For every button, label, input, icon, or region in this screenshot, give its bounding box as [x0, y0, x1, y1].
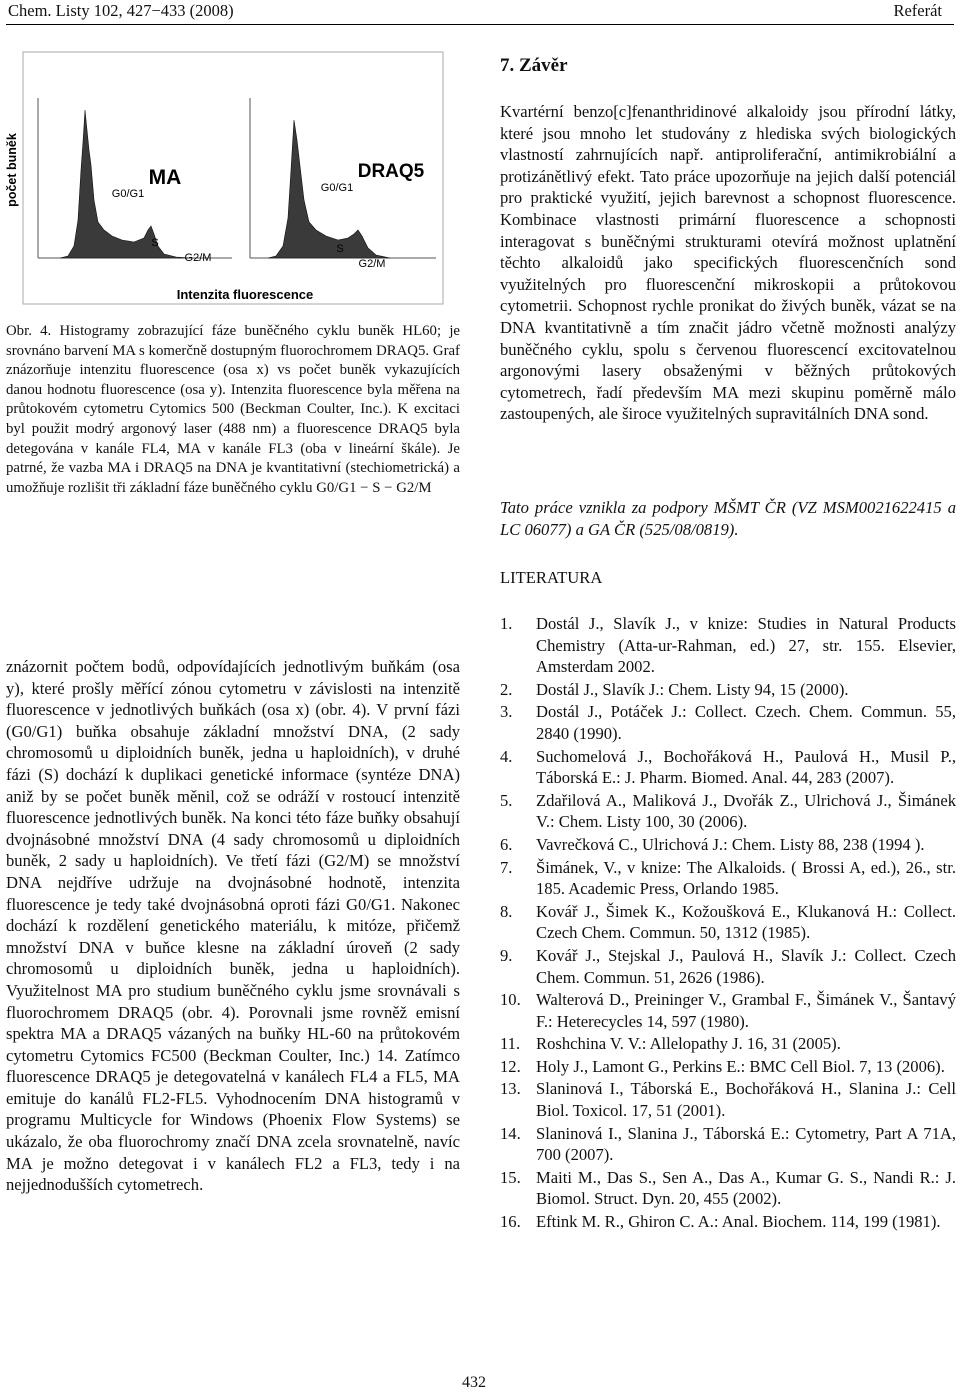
reference-number: 11. — [500, 1034, 521, 1054]
histogram-figure-svg — [0, 50, 470, 310]
body-text-left — [6, 656, 460, 1196]
reference-number: 6. — [500, 834, 513, 854]
reference-item — [500, 901, 956, 944]
reference-text: Vavrečková C., Ulrichová J.: Chem. Listy 88, 238 (1994 ). — [536, 834, 925, 854]
reference-text: Holy J., Lamont G., Perkins E.: BMC Cell Biol. 7, 13 (2006). — [536, 1056, 945, 1076]
panel-ma-label-g2m: G2/M — [184, 252, 212, 264]
reference-item — [500, 945, 956, 988]
reference-text: Maiti M., Das S., Sen A., Das A., Kumar G. S., Nandi R.: J. Biomol. Struct. Dyn. 20, 455 (2002). — [536, 1167, 956, 1209]
figure-histograms — [0, 50, 470, 310]
header-rule — [6, 24, 954, 25]
reference-item — [500, 1033, 956, 1055]
reference-list — [500, 613, 956, 1234]
reference-item — [500, 989, 956, 1032]
reference-text: Dostál J., Slavík J., v knize: Studies in Natural Products Chemistry (Atta-ur-Rahman, ed.) 27, str. 155. Elsevier, Amsterdam 2002. — [536, 614, 956, 677]
reference-number: 15. — [500, 1167, 521, 1187]
reference-item — [500, 1123, 956, 1166]
panel-draq5-title: DRAQ5 — [357, 161, 425, 182]
acknowledgement — [500, 497, 956, 540]
reference-text: Suchomelová J., Bochořáková H., Paulová H., Musil P., Táborská E.: J. Pharm. Biomed. Anal. 44, 283 (2007). — [536, 746, 956, 788]
acknowledgement-text: Tato práce vznikla za podpory MŠMT ČR (VZ MSM0021622415 a LC 06077) a GA ČR (525/08/0819). — [500, 498, 956, 539]
conclusion-paragraph: Kvartérní benzo[c]fenanthridinové alkaloidy jsou přírodní látky, které jsou mnoho let studovány z hlediska svých biologických vlastností zahrnujících např. antiproliferační, antimikrobiální a protizánětlivý efekt. Tato práce upozorňuje na jejich další potenciál pro praktické využití, jejich barevnost a schopnost fluorescence. Kombinace vlastnosti primární fluorescence a schopnosti interagovat s buněčnými strukturami otevírá možnost uplatnění těchto alkaloidů jako specifických fluorescenčních sond využitelných pro fluorescenční mikroskopii a průtokovou cytometrii. Schopnost rychle pronikat do živých buněk, vázat se na DNA kvantitativně a tím značit jádro včetně možnosti analýzy buněčného cyklu, spolu s červenou fluorescencí excitovatelnou argonovými lasery obsaženými v běžných průtokových cytometrech, řadí především MA mezi skupinu poměrně málo zastoupených, ale široce využitelných supravitálních DNA sond. — [500, 102, 956, 424]
reference-item — [500, 1056, 956, 1078]
running-header-journal: Chem. Listy 102, 427−433 (2008) — [8, 1, 234, 20]
reference-number: 5. — [500, 790, 513, 810]
reference-number: 7. — [500, 857, 513, 877]
panel-draq5-label-g2m: G2/M — [358, 258, 386, 270]
reference-text: Walterová D., Preininger V., Grambal F., Šimánek V., Šantavý F.: Heterecycles 14, 597 (1980). — [536, 990, 956, 1031]
reference-number: 2. — [500, 679, 513, 699]
histogram-panel-ma — [38, 98, 232, 264]
panel-ma-label-g0g1: G0/G1 — [111, 188, 145, 200]
reference-number: 4. — [500, 746, 513, 766]
reference-number: 1. — [500, 614, 513, 633]
reference-text: Eftink M. R., Ghiron C. A.: Anal. Biochem. 114, 199 (1981). — [536, 1212, 941, 1232]
reference-item — [500, 613, 956, 678]
panel-ma-label-s: S — [151, 237, 159, 249]
reference-text: Zdařilová A., Maliková J., Dvořák Z., Ulrichová J., Šimánek V.: Chem. Listy 100, 30 (2006). — [536, 790, 956, 832]
histogram-panel-draq5 — [250, 98, 436, 270]
reference-item — [500, 746, 956, 789]
reference-number: 12. — [500, 1056, 521, 1076]
reference-number: 16. — [500, 1212, 521, 1232]
conclusion-text — [500, 101, 956, 425]
section-heading-conclusion: 7. Závěr — [500, 55, 568, 76]
figure-caption-text: Obr. 4. Histogramy zobrazující fáze buněčného cyklu buněk HL60; je srovnáno barvení MA s komerčně dostupným fluorochromem DRAQ5. Graf znázorňuje intenzitu fluorescence (osa x) vs počet buněk vykazujících danou hodnotu fluorescence (osa y). Intenzita fluorescence byla měřena na průtokovém cytometru Cytomics 500 (Beckman Coulter, Inc.). K excitaci byl použit modrý argonový laser (488 nm) a fluorescence DRAQ5 byla detegována v kanále FL4, MA v kanále FL3 (oba v lineární škále). Je patrné, že vazba MA i DRAQ5 na DNA je kvantitativní (stechiometrická) a umožňuje rozlišit tři základní fáze buněčného cyklu G0/G1 − S − G2/M — [6, 323, 460, 496]
reference-item — [500, 857, 956, 900]
reference-number: 14. — [500, 1123, 521, 1143]
figure-xlabel: Intenzita fluorescence — [176, 287, 314, 302]
body-paragraph: znázornit počtem bodů, odpovídajících jednotlivým buňkám (osa y), které prošly měřící zónou cytometru v závislosti na intenzitě fluorescence v jednotlivých buňkách (osa x) (obr. 4). V první fázi (G0/G1) buňka obsahuje základní množství DNA, (2 sady chromosomů u diploidních buněk, jedna u haploidních), v druhé fázi (S) dochází k duplikaci genetické informace (syntéze DNA) aniž by se počet buněk měnil, což se odráží v rostoucí intenzitě fluorescence jednotlivých buněk. Na konci této fáze buňky obsahují dvojnásobné množství DNA (4 sady chromosomů u diploidních buněk, 2 sady u haploidních). Ve třetí fázi (G2/M) se množství DNA nejdříve udržuje na dvojnásobné hodnotě, intenzita fluorescence je tedy také dvojnásobná oproti fázi G0/G1. Nakonec dochází k rozdělení genetického materiálu, k mitóze, přičemž množství DNA v buňce klesne na základní úroveň (2 sady chromosomů u diploidních buněk, jedna u haploidních). Využitelnost MA pro studium buněčného cyklu jsme srovnávali s fluorochromem DRAQ5 (obr. 4). Porovnali jsme rovněž emisní spektra MA a DRAQ5 vázaných na buňky HL-60 na průtokovém cytometru Cytomics FC500 (Beckman Coulter, Inc.) 14. Zatímco fluorescence DRAQ5 je detegovatelná v kanálech FL4 a FL5, MA emituje do kanálů FL2-FL5. Vyhodnocením DNA histogramů v programu Multicycle for Windows (Phoenix Flow Systems) se ukázalo, že oba fluorochromy značí DNA zcela srovnatelně, navíc MA je možno detegovat i v kanálech FL2 a FL3, tedy i na nejjednodušších cytometrech. — [6, 657, 460, 1195]
reference-item — [500, 790, 956, 833]
reference-item — [500, 834, 956, 856]
panel-draq5-label-s: S — [336, 243, 344, 255]
reference-item — [500, 679, 956, 701]
reference-text: Slaninová I., Táborská E., Bochořáková H., Slanina J.: Cell Biol. Toxicol. 17, 51 (2001). — [536, 1079, 956, 1121]
reference-item — [500, 1167, 956, 1210]
page-number: 432 — [462, 1374, 486, 1391]
reference-text: Dostál J., Slavík J.: Chem. Listy 94, 15 (2000). — [536, 679, 849, 699]
running-header-section: Referát — [893, 1, 942, 20]
reference-number: 9. — [500, 945, 513, 965]
reference-number: 3. — [500, 702, 513, 722]
reference-text: Slaninová I., Slanina J., Táborská E.: Cytometry, Part A 71A, 700 (2007). — [536, 1123, 956, 1165]
reference-item — [500, 1078, 956, 1121]
reference-item — [500, 1211, 956, 1233]
section-heading-literature: LITERATURA — [500, 568, 603, 587]
panel-ma-title: MA — [148, 166, 182, 189]
reference-text: Dostál J., Potáček J.: Collect. Czech. Chem. Commun. 55, 2840 (1990). — [536, 702, 956, 743]
reference-text: Šimánek, V., v knize: The Alkaloids. ( Brossi A, ed.), 26., str. 185. Academic Press, Orlando 1985. — [536, 857, 956, 899]
reference-number: 13. — [500, 1079, 521, 1099]
reference-number: 10. — [500, 990, 521, 1010]
reference-number: 8. — [500, 901, 513, 921]
figure-ylabel: počet buněk — [5, 133, 19, 207]
reference-text: Roshchina V. V.: Allelopathy J. 16, 31 (2005). — [536, 1034, 841, 1054]
reference-item — [500, 701, 956, 744]
reference-text: Kovář J., Stejskal J., Paulová H., Slavík J.: Collect. Czech Chem. Commun. 51, 2626 (1986). — [536, 945, 956, 987]
panel-draq5-label-g0g1: G0/G1 — [320, 182, 354, 194]
reference-text: Kovář J., Šimek K., Kožoušková E., Klukanová H.: Collect. Czech Chem. Commun. 50, 1312 (1985). — [536, 901, 956, 943]
figure-caption — [6, 322, 460, 498]
